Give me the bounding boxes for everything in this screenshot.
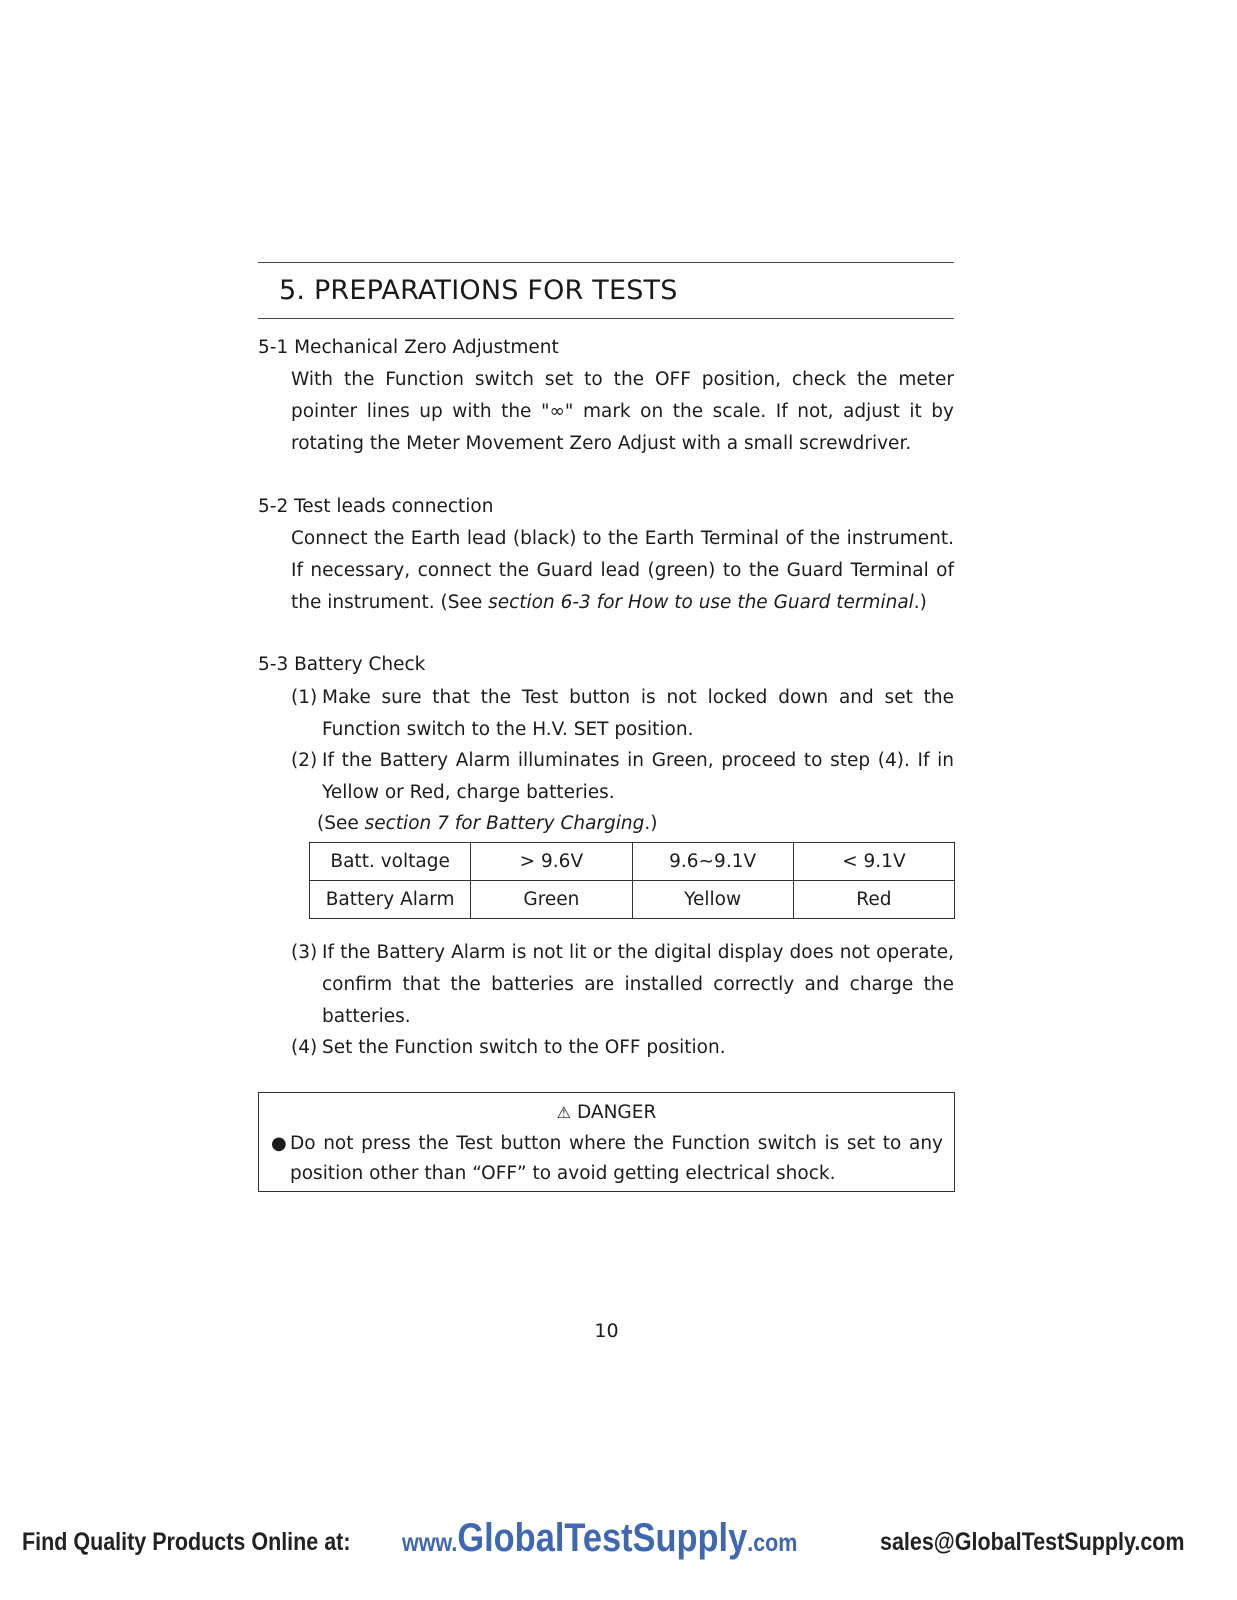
footer-tagline: Find Quality Products Online at: — [22, 1528, 351, 1556]
table-cell: Yellow — [632, 881, 793, 919]
url-prefix: www. — [402, 1529, 458, 1557]
danger-message: Do not press the Test button where the Function switch is set to any position other than “OFF” to avoid getting electrical shock. — [290, 1133, 943, 1184]
section-heading-5-1: 5-1 Mechanical Zero Adjustment — [258, 337, 559, 358]
list-item-text: Set the Function switch to the OFF position. — [322, 1037, 726, 1058]
table-cell: Red — [793, 881, 954, 919]
table-row — [310, 843, 955, 881]
note-suffix: .) — [644, 813, 658, 834]
table-cell: > 9.6V — [471, 843, 632, 881]
danger-text — [271, 1129, 943, 1189]
footer-email-link[interactable]: sales@GlobalTestSupply.com — [880, 1528, 1185, 1556]
table-cell: < 9.1V — [793, 843, 954, 881]
title-underline — [258, 318, 954, 319]
list-item — [291, 745, 954, 809]
list-item — [291, 937, 954, 1033]
table-cell: Green — [471, 881, 632, 919]
section-heading-5-3: 5-3 Battery Check — [258, 654, 426, 675]
list-item — [291, 682, 954, 746]
list-item — [291, 1032, 954, 1064]
section-reference: section 6-3 for How to use the Guard terminal — [488, 592, 914, 613]
list-item-number: (4) — [291, 1037, 318, 1058]
list-item-number: (3) — [291, 942, 318, 963]
top-rule — [258, 262, 954, 263]
page-number: 10 — [594, 1320, 619, 1342]
url-main: GlobalTestSupply — [457, 1516, 748, 1560]
list-item-number: (1) — [291, 687, 318, 708]
bullet-icon: ● — [271, 1133, 287, 1154]
list-item-text: If the Battery Alarm is not lit or the digital display does not operate, confirm that the batteries are installed correctly and charge the batteries. — [322, 942, 954, 1027]
chapter-title: 5. PREPARATIONS FOR TESTS — [279, 275, 678, 306]
list-item-text: If the Battery Alarm illuminates in Green, proceed to step (4). If in Yellow or Red, charge batteries. — [322, 750, 954, 803]
body-text: Connect the Earth lead (black) to the Earth Terminal of the instrument. If necessary, connect the Guard lead (green) to the Guard Terminal of the instrument. (See — [291, 528, 954, 613]
danger-box — [258, 1092, 955, 1192]
table-row — [310, 881, 955, 919]
note-prefix: (See — [317, 813, 365, 834]
section-body-5-2 — [291, 523, 954, 619]
url-suffix: .com — [747, 1529, 798, 1557]
warning-triangle-icon: ⚠ — [556, 1103, 572, 1122]
section-body-5-1: With the Function switch set to the OFF position, check the meter pointer lines up with the "∞" mark on the scale. If not, adjust it by rotating the Meter Movement Zero Adjust with a small screwdriver. — [291, 369, 954, 454]
table-cell: Batt. voltage — [310, 843, 471, 881]
section-heading-5-2: 5-2 Test leads connection — [258, 496, 494, 517]
battery-charging-note — [317, 808, 658, 840]
body-text-end: .) — [913, 592, 927, 613]
battery-alarm-table — [309, 842, 955, 919]
danger-label: DANGER — [577, 1102, 657, 1123]
list-item-text: Make sure that the Test button is not locked down and set the Function switch to the H.V. SET position. — [322, 687, 954, 740]
danger-title — [259, 1102, 954, 1123]
table-cell: Battery Alarm — [310, 881, 471, 919]
footer-website-link[interactable] — [402, 1516, 797, 1561]
list-item-number: (2) — [291, 750, 318, 771]
section-reference: section 7 for Battery Charging — [364, 813, 645, 834]
table-cell: 9.6∼9.1V — [632, 843, 793, 881]
